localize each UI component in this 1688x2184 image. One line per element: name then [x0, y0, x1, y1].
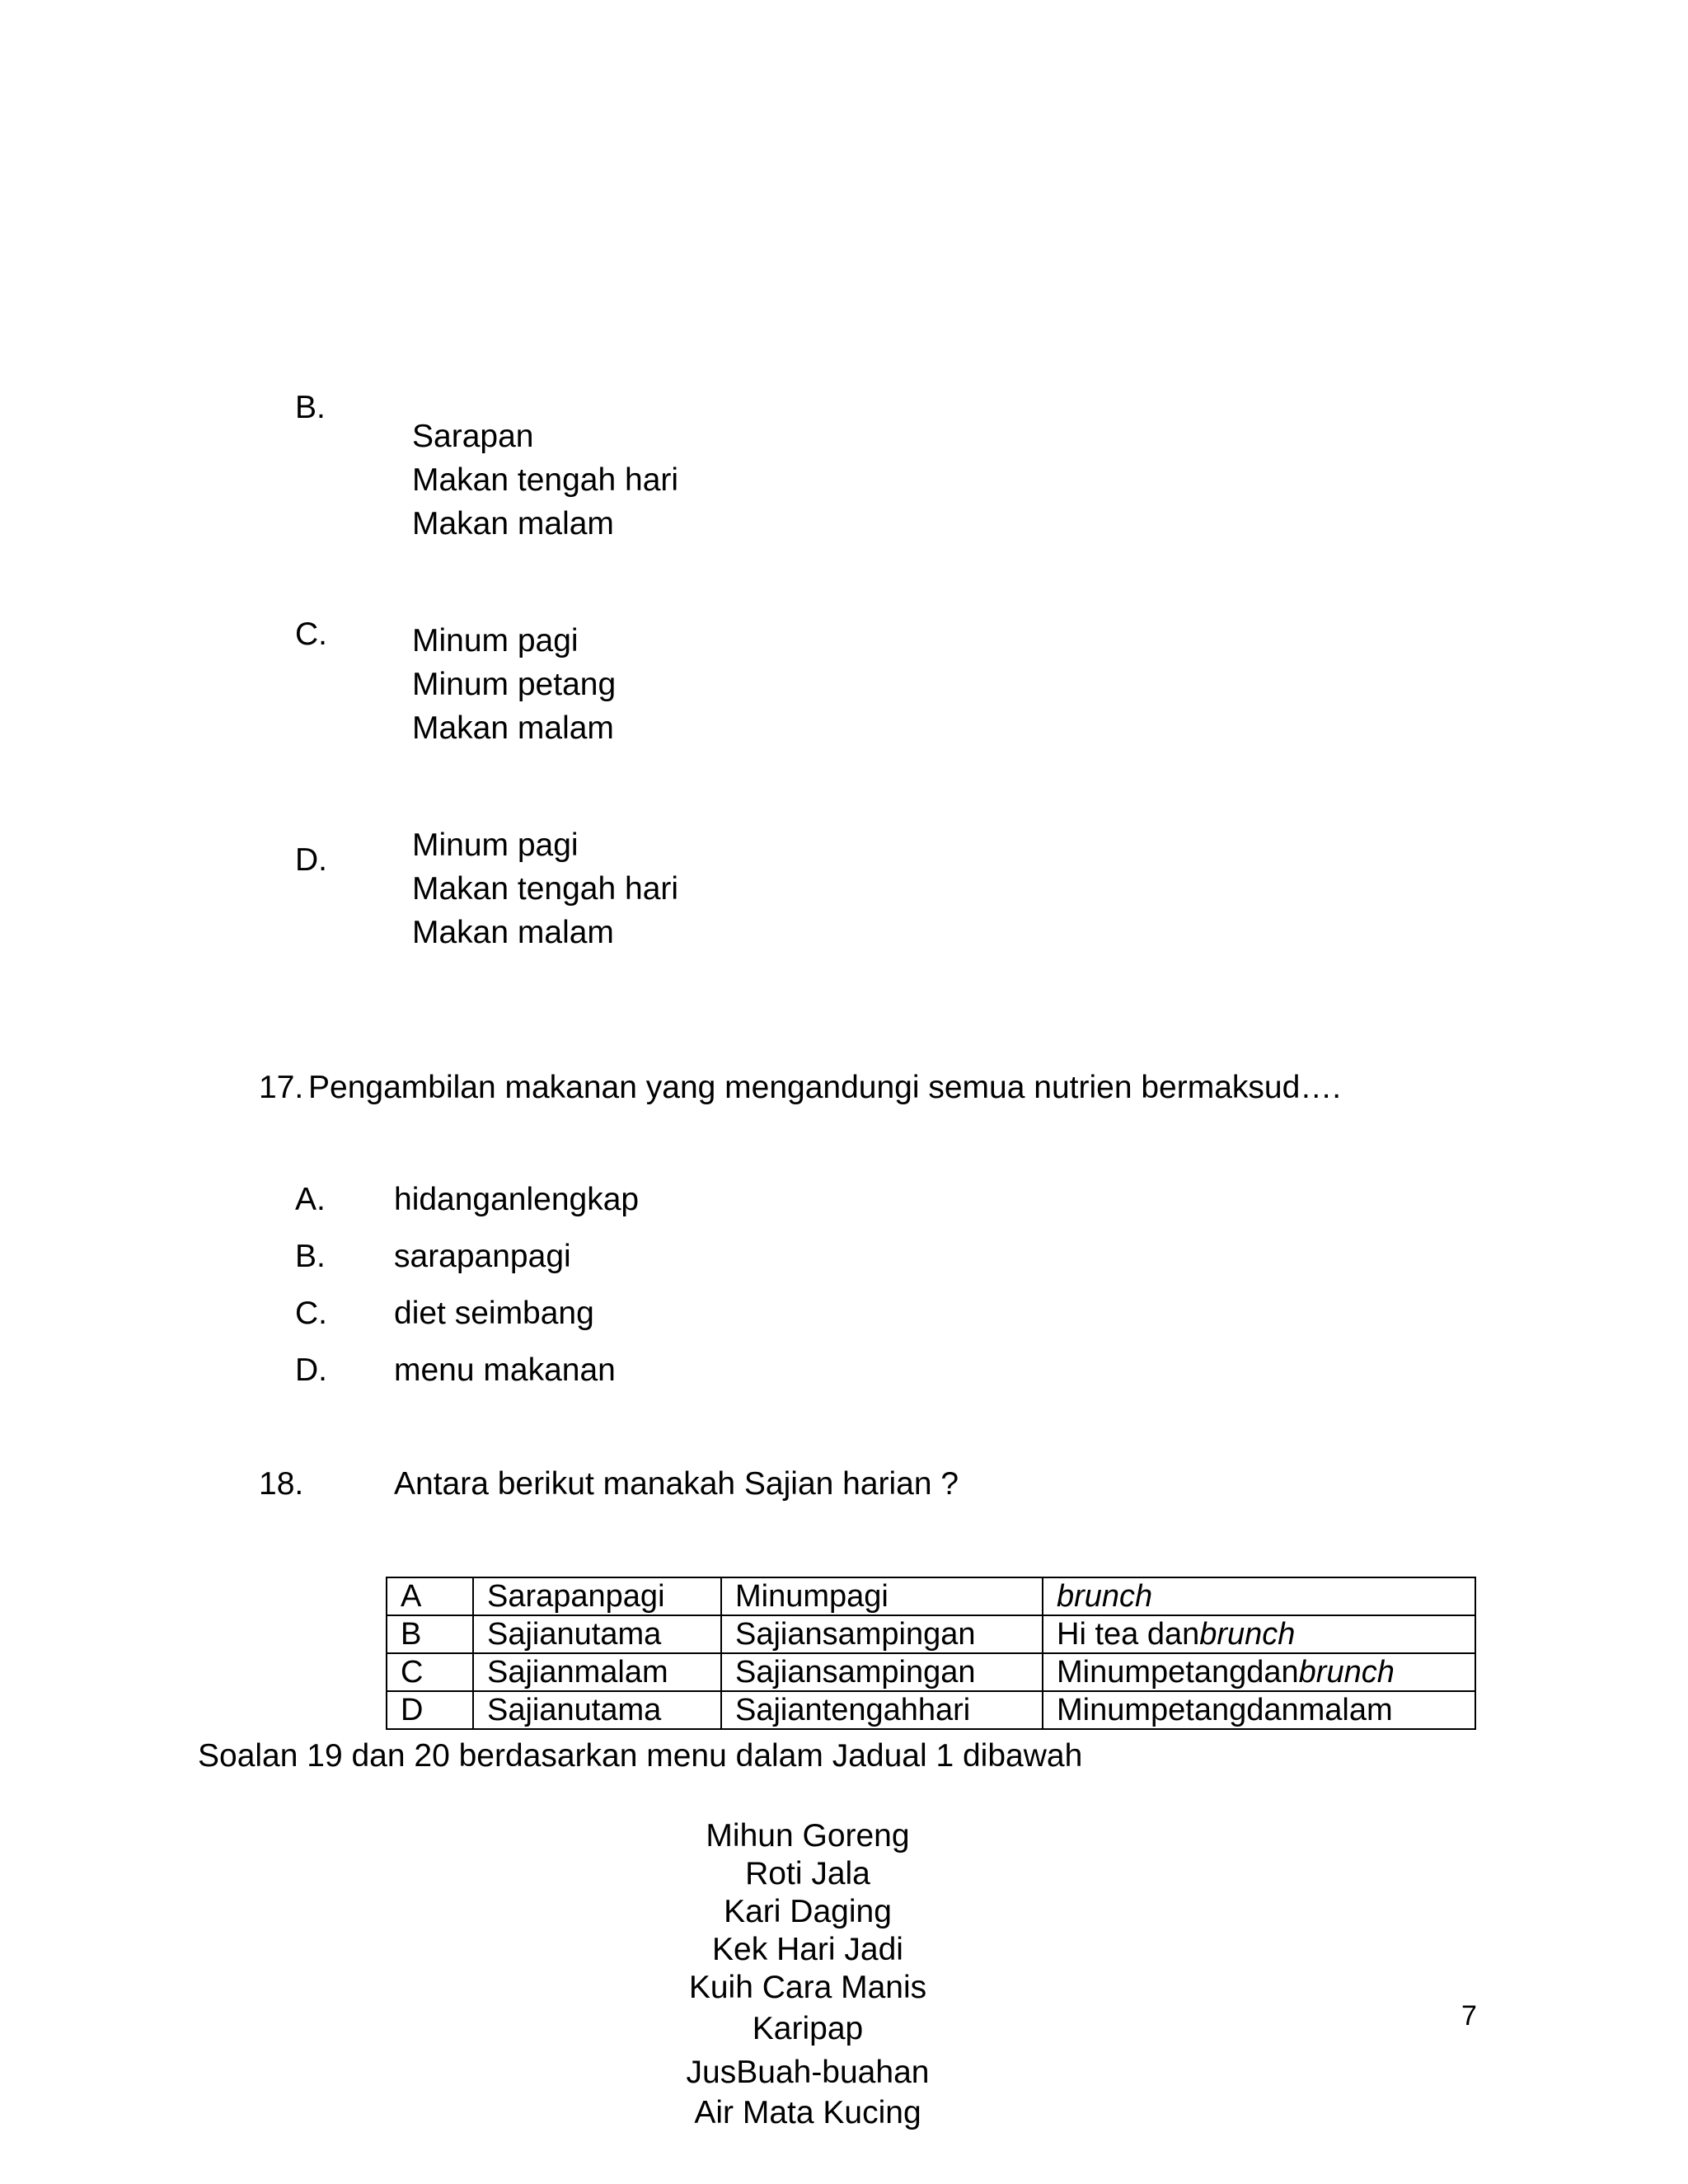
table-cell: Sajiansampingan [721, 1615, 1043, 1653]
table-cell: Sajianutama [473, 1615, 721, 1653]
menu-item: Kuih Cara Manis [688, 1970, 927, 2005]
q18-number: 18. [259, 1466, 304, 1502]
q17-option-c-text: diet seimbang [394, 1296, 594, 1331]
q16-option-d-lines [412, 823, 678, 954]
instruction-text: Soalan 19 dan 20 berdasarkan menu dalam Jadual 1 dibawah [198, 1738, 1083, 1774]
table-cell [1043, 1615, 1475, 1653]
q16-option-c-lines [412, 619, 616, 750]
q16-option-b-line: Makan malam [412, 506, 614, 541]
q18-answer-table [386, 1577, 1476, 1730]
table-row [387, 1653, 1475, 1691]
q17-option-c-letter: C. [295, 1296, 327, 1331]
menu-list [643, 1817, 973, 2132]
q16-option-d-line: Makan malam [412, 915, 614, 950]
table-cell: Minumpagi [721, 1577, 1043, 1615]
q16-option-d-letter: D. [295, 842, 327, 878]
q17-option-d-letter: D. [295, 1352, 327, 1388]
table-cell: Sajianutama [473, 1691, 721, 1729]
table-cell-letter: A [387, 1577, 473, 1615]
table-cell-text: Minumpetangdan [1057, 1655, 1299, 1690]
table-row [387, 1577, 1475, 1615]
q17-option-b-text: sarapanpagi [394, 1239, 571, 1274]
table-cell [1043, 1653, 1475, 1691]
menu-item: Karipap [752, 2011, 864, 2046]
table-cell: Sajiansampingan [721, 1653, 1043, 1691]
q18-question-text: Antara berikut manakah Sajian harian ? [394, 1466, 959, 1502]
q16-option-d-line: Makan tengah hari [412, 871, 679, 907]
q16-option-c-line: Minum pagi [412, 623, 579, 658]
table-cell-italic-text: brunch [1298, 1655, 1395, 1690]
table-cell [1043, 1577, 1475, 1615]
q17-option-d-text: menu makanan [394, 1352, 616, 1388]
table-cell-letter: C [387, 1653, 473, 1691]
q16-option-b-lines [412, 415, 678, 546]
q16-option-c-letter: C. [295, 616, 327, 652]
q16-option-b-line: Sarapan [412, 419, 534, 454]
q17-option-a-text: hidanganlengkap [394, 1182, 640, 1217]
q17-option-b-letter: B. [295, 1239, 326, 1274]
table-row [387, 1691, 1475, 1729]
table-cell: Sajianmalam [473, 1653, 721, 1691]
table-cell-text: Minumpetangdanmalam [1057, 1693, 1393, 1727]
menu-item: Kek Hari Jadi [712, 1932, 903, 1967]
menu-item: JusBuah-buahan [686, 2055, 930, 2090]
table-row [387, 1615, 1475, 1653]
table-cell: Sajiantengahhari [721, 1691, 1043, 1729]
q17-option-a-letter: A. [295, 1182, 326, 1217]
menu-item: Roti Jala [745, 1856, 870, 1891]
q16-option-d-line: Minum pagi [412, 827, 579, 863]
q17-question-text: Pengambilan makanan yang mengandungi semua nutrien bermaksud…. [308, 1070, 1342, 1105]
q16-option-c-line: Makan malam [412, 710, 614, 746]
table-cell: Sarapanpagi [473, 1577, 721, 1615]
q16-option-c-line: Minum petang [412, 667, 617, 702]
menu-item: Air Mata Kucing [694, 2095, 921, 2130]
menu-item: Mihun Goreng [706, 1818, 910, 1854]
table-cell-letter: D [387, 1691, 473, 1729]
table-cell-letter: B [387, 1615, 473, 1653]
menu-item: Kari Daging [724, 1894, 892, 1929]
table-cell [1043, 1691, 1475, 1729]
table-cell-italic-text: brunch [1199, 1617, 1296, 1652]
q17-number: 17. [259, 1070, 304, 1105]
page-number: 7 [1461, 2000, 1477, 2032]
q16-option-b-line: Makan tengah hari [412, 462, 679, 498]
q16-option-b-letter: B. [295, 390, 326, 425]
table-cell-italic-text: brunch [1057, 1579, 1153, 1614]
table-cell-text: Hi tea dan [1057, 1617, 1200, 1652]
